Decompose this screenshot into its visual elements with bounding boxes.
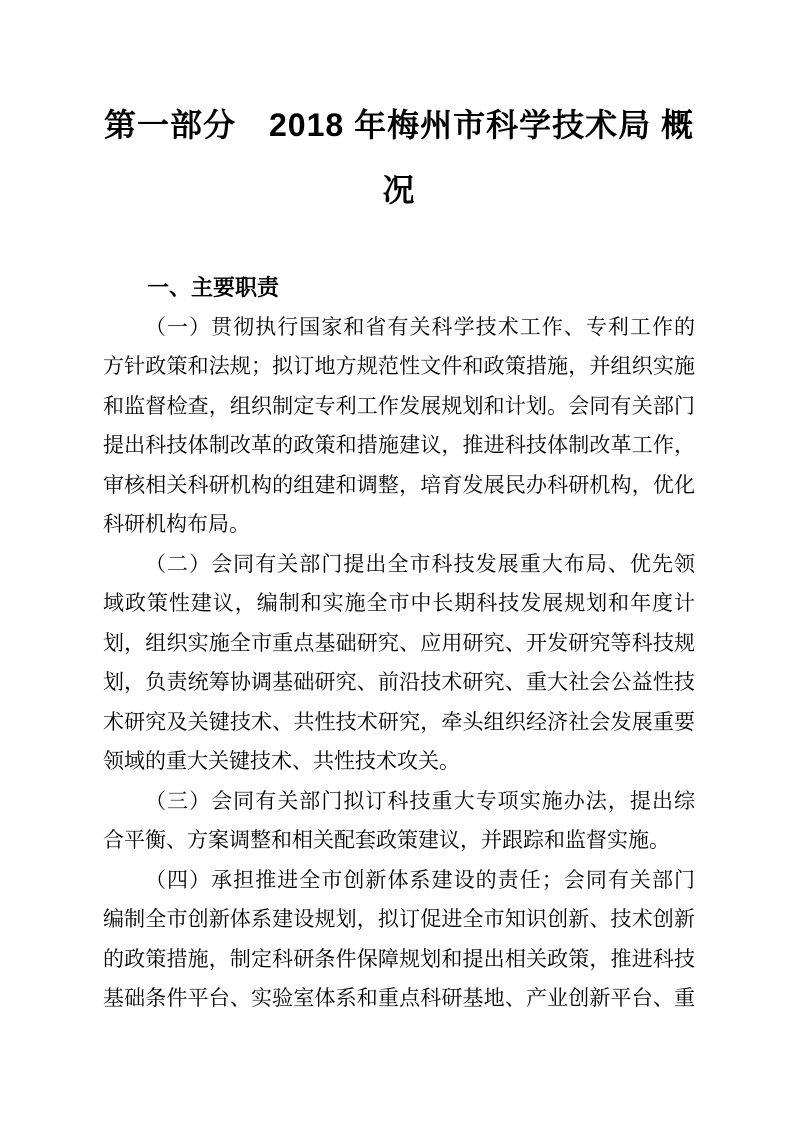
body-line: 领域的重大关键技术、共性技术攻关。 — [103, 749, 460, 773]
body-line: （四）承担推进全市创新体系建设的责任；会同有关部门 — [145, 867, 695, 892]
body-line: 审核相关科研机构的组建和调整，培育发展民办科研机构，优化 — [103, 472, 695, 497]
body-line: 提出科技体制改革的政策和措施建议，推进科技体制改革工作， — [103, 433, 695, 457]
body-line: 的政策措施，制定科研条件保障规划和提出相关政策，推进科技 — [103, 946, 695, 971]
body-line: （二）会同有关部门提出全市科技发展重大布局、优先领 — [145, 551, 695, 576]
document-title-line-2: 况 — [382, 172, 416, 208]
body-line: 域政策性建议，编制和实施全市中长期科技发展规划和年度计 — [103, 591, 695, 615]
body-line: 划，组织实施全市重点基础研究、应用研究、开发研究等科技规 — [103, 630, 695, 655]
body-line: 科研机构布局。 — [103, 512, 250, 536]
body-line: 方针政策和法规；拟订地方规范性文件和政策措施，并组织实施 — [103, 354, 695, 378]
body-line: 基础条件平台、实验室体系和重点科研基地、产业创新平台、重 — [103, 986, 695, 1010]
body-line: 和监督检查，组织制定专利工作发展规划和计划。会同有关部门 — [103, 393, 695, 418]
section-heading: 一、主要职责 — [147, 275, 280, 300]
body-line: （三）会同有关部门拟订科技重大专项实施办法，提出综 — [145, 788, 695, 813]
document-title — [103, 93, 695, 223]
body-line: （一）贯彻执行国家和省有关科学技术工作、专利工作的 — [145, 314, 695, 339]
body-line: 编制全市创新体系建设规划，拟订促进全市知识创新、技术创新 — [103, 907, 695, 931]
document-title-line-1: 第一部分 2018 年梅州市科学技术局 概 — [104, 107, 694, 143]
body-text — [103, 308, 695, 1019]
body-line: 合平衡、方案调整和相关配套政策建议，并跟踪和监督实施。 — [103, 828, 670, 852]
body-line: 划，负责统筹协调基础研究、前沿技术研究、重大社会公益性技 — [103, 670, 695, 694]
body-line: 术研究及关键技术、共性技术研究，牵头组织经济社会发展重要 — [103, 709, 695, 734]
